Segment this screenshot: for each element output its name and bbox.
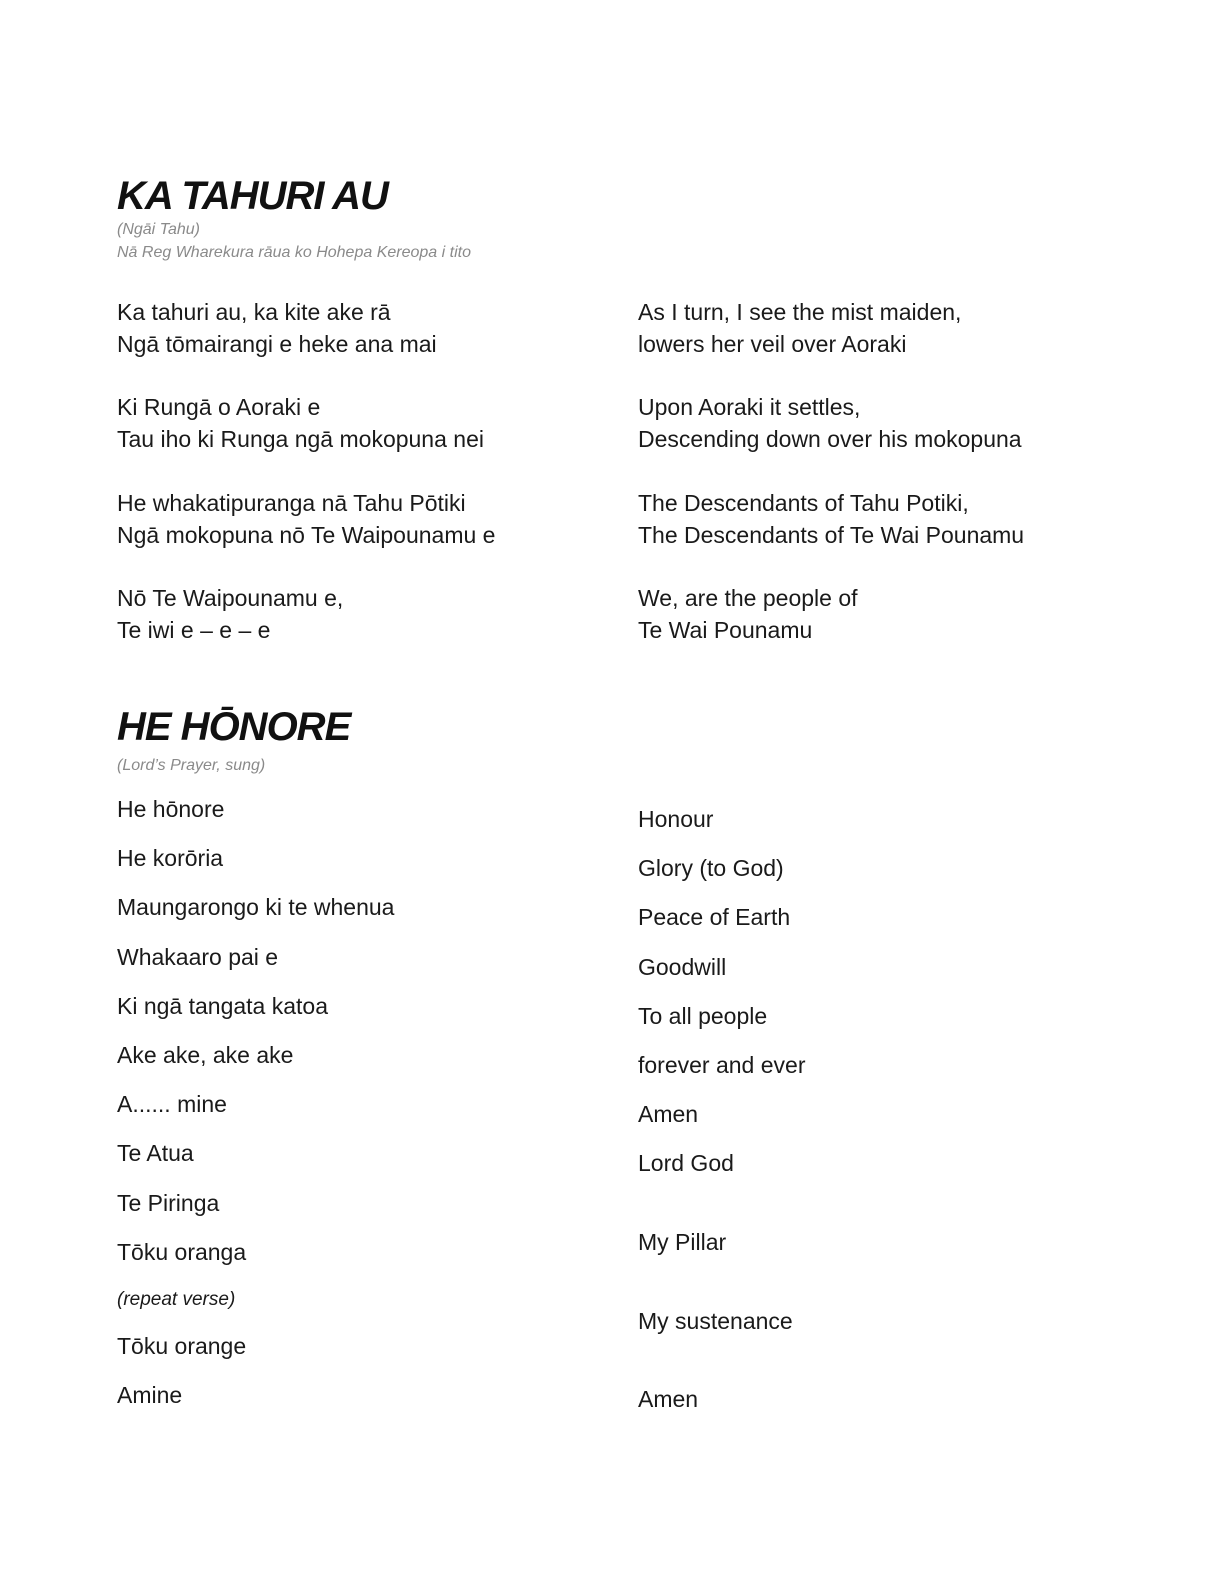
- verse-line: The Descendants of Te Wai Pounamu: [638, 522, 1025, 548]
- verse-line: We, are the people of: [638, 585, 858, 611]
- verse-line: Ngā tōmairangi e heke ana mai: [117, 331, 437, 357]
- song2-english-line: To all people: [638, 1003, 768, 1029]
- song2-english-line: Amen: [638, 1386, 699, 1412]
- song2-maori-line: He korōria: [117, 845, 224, 871]
- song2-maori-line: Amine: [117, 1382, 183, 1408]
- song2-english-line: Glory (to God): [638, 855, 784, 881]
- song2-maori-line: Te Piringa: [117, 1190, 220, 1216]
- verse-line: Ka tahuri au, ka kite ake rā: [117, 299, 391, 325]
- song1-maori-stanza-2: [117, 391, 484, 455]
- song2-repeat-note: (repeat verse): [117, 1289, 236, 1310]
- song1-maori-stanza-1: [117, 296, 437, 360]
- song2-maori-line: Te Atua: [117, 1140, 194, 1166]
- song2-english-line: Goodwill: [638, 954, 727, 980]
- song1-subtitle-iwi: (Ngāi Tahu): [117, 221, 201, 238]
- song2-english-line: My Pillar: [638, 1229, 727, 1255]
- verse-line: Te Wai Pounamu: [638, 617, 813, 643]
- song1-english-stanza-3: [638, 487, 1024, 551]
- verse-line: Nō Te Waipounamu e,: [117, 585, 344, 611]
- song2-english-line: Honour: [638, 806, 714, 832]
- song2-english-line: Peace of Earth: [638, 904, 791, 930]
- song1-subtitle-composers: Nā Reg Wharekura rāua ko Hohepa Kereopa i tito: [117, 244, 471, 261]
- song2-english-line: forever and ever: [638, 1052, 806, 1078]
- song2-maori-line: He hōnore: [117, 796, 225, 822]
- song1-english-stanza-1: [638, 296, 961, 360]
- verse-line: As I turn, I see the mist maiden,: [638, 299, 962, 325]
- song2-maori-line: Ake ake, ake ake: [117, 1042, 294, 1068]
- verse-line: Upon Aoraki it settles,: [638, 394, 861, 420]
- song2-maori-line: Ki ngā tangata katoa: [117, 993, 328, 1019]
- song1-maori-stanza-4: [117, 582, 343, 646]
- verse-line: Descending down over his mokopuna: [638, 426, 1022, 452]
- song2-maori-line: Tōku oranga: [117, 1239, 247, 1265]
- song1-maori-stanza-3: [117, 487, 495, 551]
- song2-english-line: My sustenance: [638, 1308, 793, 1334]
- song2-subtitle: (Lord’s Prayer, sung): [117, 757, 266, 774]
- song1-english-stanza-4: [638, 582, 858, 646]
- verse-line: The Descendants of Tahu Potiki,: [638, 490, 969, 516]
- verse-line: He whakatipuranga nā Tahu Pōtiki: [117, 490, 466, 516]
- verse-line: lowers her veil over Aoraki: [638, 331, 907, 357]
- verse-line: Te iwi e – e – e: [117, 617, 271, 643]
- verse-line: Ngā mokopuna nō Te Waipounamu e: [117, 522, 496, 548]
- verse-line: Ki Rungā o Aoraki e: [117, 394, 321, 420]
- song2-maori-line: A...... mine: [117, 1091, 227, 1117]
- verse-line: Tau iho ki Runga ngā mokopuna nei: [117, 426, 484, 452]
- song2-maori-line: Whakaaro pai e: [117, 944, 279, 970]
- song2-english-line: Amen: [638, 1101, 699, 1127]
- song1-title: KA TAHURI AU: [117, 174, 388, 218]
- song2-maori-line: Maungarongo ki te whenua: [117, 894, 395, 920]
- song2-english-line: Lord God: [638, 1150, 734, 1176]
- song2-maori-line: Tōku orange: [117, 1333, 247, 1359]
- song2-title: HE HŌNORE: [117, 705, 351, 749]
- song1-english-stanza-2: [638, 391, 1022, 455]
